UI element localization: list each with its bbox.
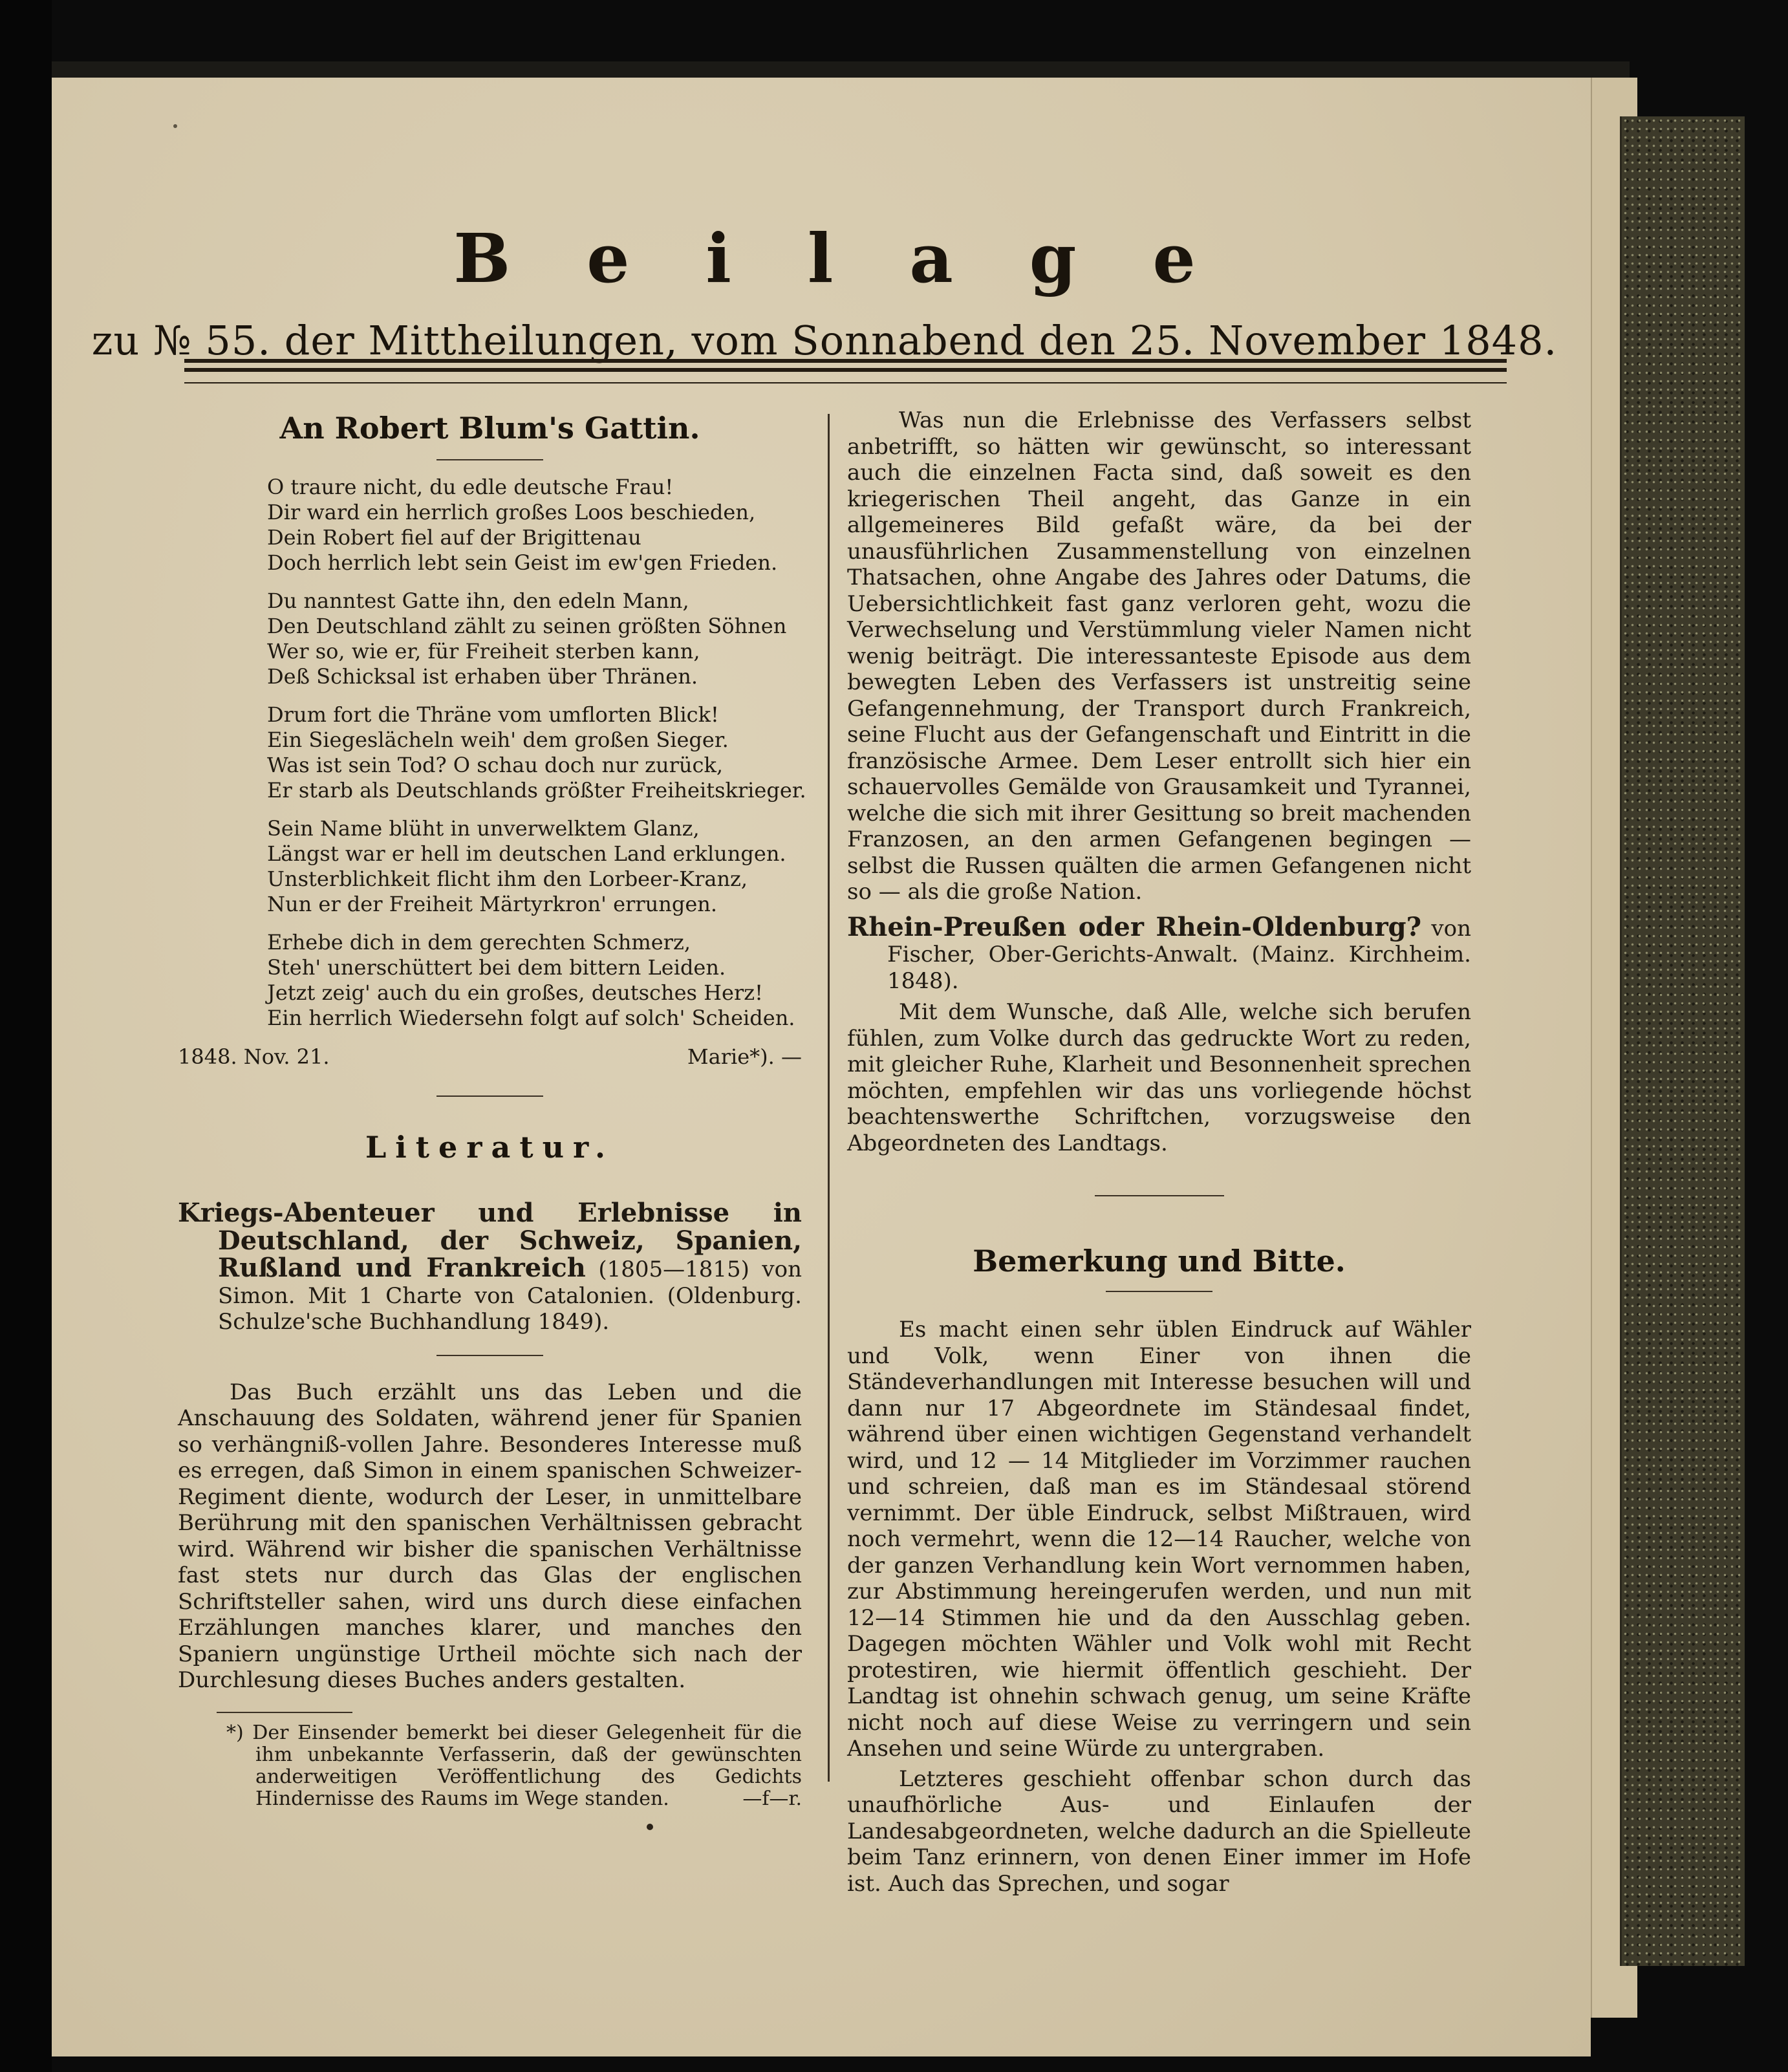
poem-author: Marie*). —	[687, 1044, 802, 1069]
poem-line: Dein Robert fiel auf der Brigittenau	[267, 525, 641, 550]
poem-title: An Robert Blum's Gattin.	[279, 411, 700, 446]
right-column	[847, 407, 1471, 1897]
poem-stanza	[267, 816, 802, 917]
book1-details: (1805—1815) von Simon. Mit 1 Charte von Catalonien. (Oldenburg. Schulze'sche Buchhandlung 1849).	[218, 1257, 802, 1335]
poem-line: Du nanntest Gatte ihn, den edeln Mann,	[267, 588, 689, 613]
masthead-double-rule	[184, 359, 1507, 383]
masthead-title: Beilage	[453, 219, 1272, 298]
poem-line: Wer so, wie er, für Freiheit sterben kann,	[267, 639, 700, 664]
book2-review: Mit dem Wunsche, daß Alle, welche sich berufen fühlen, zum Volke durch das gedruckte Wort zu reden, mit gleicher Ruhe, Klarheit und Besonnenheit sprechen möchten, empfehlen wir das uns vorliegende höchst beachtenswerthe Schriftchen, vorzugsweise den Abgeordneten des Landtags.	[847, 999, 1471, 1156]
poem-body	[178, 475, 806, 1031]
footnote-signature: —f—r.	[742, 1787, 802, 1810]
book2-title: Rhein-Preußen oder Rhein-Oldenburg?	[847, 911, 1422, 942]
footnote	[178, 1722, 802, 1810]
literatur-heading: Literatur.	[365, 1130, 615, 1165]
poem-line: Erhebe dich in dem gerechten Schmerz,	[267, 930, 691, 955]
poem-line: Ein Siegeslächeln weih' dem großen Sieger.	[267, 728, 729, 752]
footnote-text: *) Der Einsender bemerkt bei dieser Gelegenheit für die ihm unbekannte Verfasserin, daß der gewünschten anderweitigen Veröffentlichung des Gedichts Hindernisse des Raums im Wege standen.	[226, 1721, 802, 1810]
poem-line: Ein herrlich Wiedersehn folgt auf solch' Scheiden.	[267, 1006, 795, 1030]
poem-line: Dir ward ein herrlich großes Loos beschieden,	[267, 500, 756, 524]
poem-line: Drum fort die Thräne vom umflorten Blick!	[267, 702, 719, 727]
poem-stanza	[267, 475, 802, 576]
poem-line: Er starb als Deutschlands größter Freiheitskrieger.	[267, 778, 806, 803]
column-divider	[828, 414, 830, 1782]
poem-date: 1848. Nov. 21.	[178, 1044, 330, 1069]
bemerkung-rule	[1106, 1291, 1212, 1292]
poem-stanza	[267, 588, 802, 689]
book2-details: von Fischer, Ober-Gerichts-Anwalt. (Mainz. Kirchheim. 1848).	[887, 915, 1471, 994]
poem-line: O traure nicht, du edle deutsche Frau!	[267, 475, 674, 499]
masthead-subtitle: zu № 55. der Mittheilungen, vom Sonnabend den 25. November 1848.	[91, 317, 1558, 364]
book1-review: Das Buch erzählt uns das Leben und die Anschauung des Soldaten, während jener für Spanien so verhängniß-vollen Jahre. Besonderes Interesse muß es erregen, daß Simon in einem spanischen Schweizer-Regiment diente, wodurch der Leser, in unmittelbare Berührung mit den spanischen Verhältnissen gebracht wird. Während wir bisher die spanischen Verhältnisse fast stets nur durch das Glas der englischen Schriftsteller sahen, wird uns durch diese einfachen Erzählungen manches klarer, und manches den Spaniern ungünstige Urtheil möchte sich nach der Durchlesung dieses Buches anders gestalten.	[178, 1379, 802, 1693]
poem-line: Unsterblichkeit flicht ihm den Lorbeer-Kranz,	[267, 867, 748, 891]
poem-title-rule	[436, 459, 543, 460]
book-spine-shadow	[0, 0, 52, 2072]
book1-title: Kriegs-Abenteuer und Erlebnisse in Deutschland, der Schweiz, Spanien, Rußland und Frankreich	[178, 1198, 802, 1283]
poem-stanza	[267, 702, 806, 803]
left-column	[178, 407, 806, 1810]
poem-line: Steh' unerschüttert bei dem bittern Leiden.	[267, 955, 726, 980]
top-shadow	[52, 61, 1630, 78]
marbled-cover-board	[1620, 116, 1745, 1966]
poem-line: Nun er der Freiheit Märtyrkron' errungen.	[267, 892, 718, 916]
section-rule	[436, 1095, 543, 1097]
book2-citation	[847, 911, 1471, 995]
poem-line: Was ist sein Tod? O schau doch nur zurück,	[267, 753, 723, 777]
footnote-rule	[217, 1712, 352, 1713]
poem-line: Längst war er hell im deutschen Land erklungen.	[267, 841, 786, 866]
poem-line: Jetzt zeig' auch du ein großes, deutsches Herz!	[267, 980, 763, 1005]
bemerkung-paragraph-2: Letzteres geschieht offenbar schon durch das unaufhörliche Aus- und Einlaufen der Landesabgeordneten, welche dadurch an die Spielleute beim Tanz erinnern, von denen Einer immer im Hofe ist. Auch das Sprechen, und sogar	[847, 1765, 1471, 1897]
bemerkung-paragraph-1: Es macht einen sehr üblen Eindruck auf Wähler und Volk, wenn Einer von ihnen die Ständeverhandlungen mit Interesse besuchen will und dann nur 17 Abgeordnete im Ständesaal findet, während über einen wichtigen Gegenstand verhandelt wird, und 12 — 14 Mitglieder im Vorzimmer rauchen und schreien, daß man es im Ständesaal störend vernimmt. Der üble Eindruck, selbst Mißtrauen, wird noch vermehrt, wenn die 12—14 Raucher, welche von der ganzen Verhandlung kein Wort vernommen haben, zur Abstimmung hereingerufen werden, und nun mit 12—14 Stimmen hie und da den Ausschlag geben. Dagegen möchten Wähler und Volk wohl mit Recht protestiren, wie hiermit öffentlich geschieht. Der Landtag ist ohnehin schwach genug, um seine Kräfte nicht noch auf diese Weise zu verringern und sein Ansehen und seine Würde zu untergraben.	[847, 1317, 1471, 1762]
poem-line: Doch herrlich lebt sein Geist im ew'gen Frieden.	[267, 550, 778, 575]
section-rule	[1095, 1195, 1224, 1196]
printer-mark	[647, 1824, 653, 1830]
poem-dateline	[178, 1044, 802, 1070]
book1-citation	[178, 1200, 802, 1335]
review-continuation: Was nun die Erlebnisse des Verfassers selbst anbetrifft, so hätten wir gewünscht, so interessant auch die einzelnen Facta sind, daß soweit es den kriegerischen Theil angeht, das Ganze in ein allgemeineres Bild gefaßt wäre, da bei der unausführlichen Zusammenstellung von einzelnen Thatsachen, ohne Angabe des Jahres oder Datums, die Uebersichtlichkeit fast ganz verloren geht, wozu die Verwechselung und Verstümmlung vieler Namen nicht wenig beiträgt. Die interessanteste Episode aus dem bewegten Leben des Verfassers ist unstreitig seine Gefangennehmung, der Transport durch Frankreich, seine Flucht aus der Gefangenschaft und Eintritt in die französische Armee. Dem Leser entrollt sich hier ein schauervolles Gemälde von Grausamkeit und Tyrannei, welche die sich mit ihrer Gesittung so breit machenden Franzosen, an den armen Gefangenen begingen — selbst die Russen quälten die armen Gefangenen nicht so — als die große Nation.	[847, 407, 1471, 905]
masthead	[52, 213, 1597, 370]
poem-line: Sein Name blüht in unverwelktem Glanz,	[267, 816, 700, 841]
pencil-mark	[173, 124, 177, 128]
poem-stanza	[267, 930, 802, 1031]
poem-line: Deß Schicksal ist erhaben über Thränen.	[267, 664, 698, 689]
bemerkung-heading: Bemerkung und Bitte.	[973, 1244, 1346, 1279]
poem-line: Den Deutschland zählt zu seinen größten Söhnen	[267, 614, 787, 638]
citation-rule	[436, 1355, 543, 1356]
